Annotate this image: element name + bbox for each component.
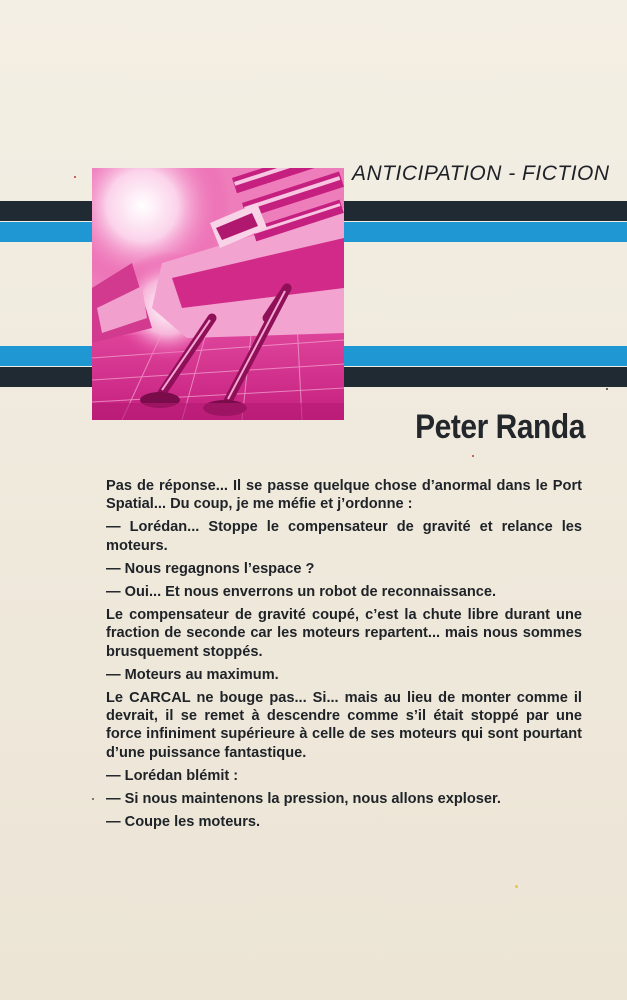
spaceship-illustration-icon: [92, 168, 344, 420]
excerpt-paragraph: — Coupe les moteurs.: [106, 814, 261, 831]
excerpt-paragraph: — Oui... Et nous enverrons un robot de reconnaissance.: [106, 584, 497, 601]
paper-speck: [74, 176, 76, 178]
series-label: ANTICIPATION - FICTION: [352, 162, 610, 185]
excerpt-paragraph: — Nous regagnons l’espace ?: [106, 560, 315, 577]
excerpt-paragraph: Le CARCAL ne bouge pas... Si... mais au lieu de monter comme il devrait, il se remet à descendre comme s’il était stoppé par une force infiniment supérieure à celle de ses moteurs qui sont pourtant d’une puissance fantastique.: [106, 690, 582, 761]
paper-speck: [515, 885, 518, 888]
excerpt-paragraph: Le compensateur de gravité coupé, c’est la chute libre durant une fraction de seconde car les moteurs repartent... mais nous sommes brusquement stoppés.: [106, 607, 582, 660]
paper-speck: [92, 798, 94, 800]
excerpt-paragraph: — Lorédan... Stoppe le compensateur de gravité et relance les moteurs.: [106, 519, 582, 554]
excerpt-paragraph: — Si nous maintenons la pression, nous allons exploser.: [106, 791, 501, 808]
excerpt-paragraph: — Moteurs au maximum.: [106, 666, 279, 683]
paper-speck: [606, 388, 608, 390]
paper-speck: [472, 455, 474, 457]
back-cover-excerpt: [106, 477, 582, 836]
excerpt-paragraph: — Lorédan blémit :: [106, 767, 239, 784]
excerpt-paragraph: Pas de réponse... Il se passe quelque chose d’anormal dans le Port Spatial... Du coup, je me méfie et j’ordonne :: [106, 478, 582, 513]
author-name: Peter Randa: [415, 408, 585, 446]
cover-illustration: [92, 168, 344, 420]
